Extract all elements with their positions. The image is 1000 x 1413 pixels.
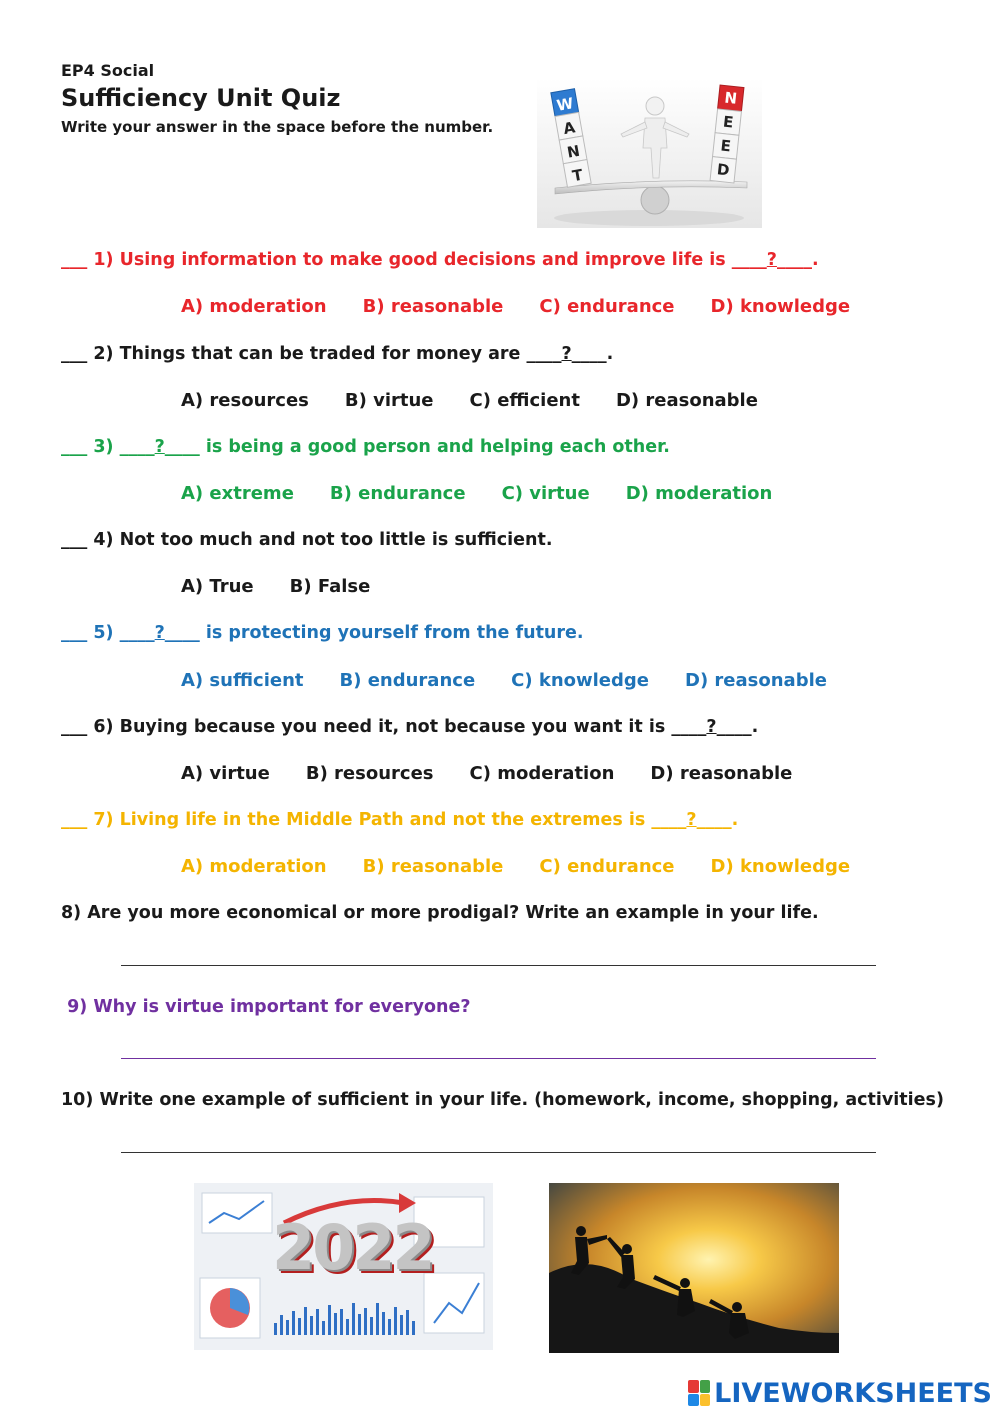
question-5: ___ 5) ____?____ is protecting yourself from the future. [61, 623, 584, 643]
year-2022-image [194, 1183, 493, 1350]
option-a: A) virtue [181, 763, 270, 784]
blank-mark: ? [561, 344, 572, 364]
question-7: ___ 7) Living life in the Middle Path and not the extremes is ____?____. [61, 810, 739, 830]
want-letter: T [570, 165, 585, 186]
option-b: B) endurance [329, 483, 466, 504]
liveworksheets-logo [688, 1378, 992, 1408]
option-c: C) efficient [469, 390, 580, 411]
question-1-options [181, 296, 886, 317]
want-letter: N [565, 141, 582, 162]
option-d: D) moderation [625, 483, 773, 504]
option-a: A) sufficient [181, 670, 304, 691]
need-letter: N [723, 88, 738, 108]
climbers-sunset-image [549, 1183, 839, 1353]
subject-label: EP4 Social [61, 61, 155, 80]
blank-mark: ? [766, 250, 777, 270]
option-b: B) False [289, 576, 371, 597]
need-letter: D [716, 160, 731, 180]
option-a: A) resources [181, 390, 309, 411]
need-letter: E [722, 112, 735, 132]
option-a: A) moderation [181, 856, 327, 877]
question-5-options [181, 670, 863, 691]
question-6: ___ 6) Buying because you need it, not because you want it is ____?____. [61, 717, 759, 737]
option-b: B) endurance [339, 670, 476, 691]
option-a: A) extreme [181, 483, 294, 504]
year-2022-label: 2022 [272, 1211, 433, 1284]
logo-text: LIVEWORKSHEETS [714, 1377, 992, 1409]
answer-line-8[interactable] [121, 965, 876, 966]
logo-badge-icon [688, 1380, 710, 1406]
answer-line-10[interactable] [121, 1152, 876, 1153]
question-1: ___ 1) Using information to make good decisions and improve life is ____?____. [61, 250, 819, 270]
instructions: Write your answer in the space before the number. [61, 118, 494, 136]
question-8: 8) Are you more economical or more prodigal? Write an example in your life. [61, 903, 819, 923]
question-10: 10) Write one example of sufficient in your life. (homework, income, shopping, activities) [61, 1090, 944, 1110]
question-9: 9) Why is virtue important for everyone? [61, 997, 471, 1017]
option-c: C) endurance [539, 296, 675, 317]
want-letter: A [561, 118, 577, 139]
option-b: B) reasonable [362, 856, 504, 877]
option-c: C) endurance [539, 856, 675, 877]
want-letter: W [555, 94, 575, 115]
question-2: ___ 2) Things that can be traded for money are ____?____. [61, 344, 614, 364]
blank-mark: ? [154, 623, 165, 643]
want-need-balance-image [537, 78, 762, 228]
question-3-options [181, 483, 808, 504]
question-7-options [181, 856, 886, 877]
option-b: B) resources [305, 763, 434, 784]
option-d: D) reasonable [615, 390, 758, 411]
option-c: C) knowledge [511, 670, 649, 691]
option-d: D) reasonable [650, 763, 793, 784]
option-b: B) reasonable [362, 296, 504, 317]
option-c: C) virtue [501, 483, 590, 504]
blank-mark: ? [154, 437, 165, 457]
question-2-options [181, 390, 794, 411]
option-d: D) reasonable [685, 670, 827, 691]
question-6-options [181, 763, 828, 784]
question-4-options [181, 576, 406, 597]
page-title: Sufficiency Unit Quiz [61, 84, 341, 112]
option-a: A) True [181, 576, 254, 597]
option-b: B) virtue [344, 390, 434, 411]
question-3: ___ 3) ____?____ is being a good person and helping each other. [61, 437, 670, 457]
need-letter: E [719, 136, 732, 156]
option-d: D) knowledge [710, 856, 851, 877]
answer-line-9[interactable] [121, 1058, 876, 1059]
question-4: ___ 4) Not too much and not too little is sufficient. [61, 530, 553, 550]
blank-mark: ? [706, 717, 717, 737]
option-a: A) moderation [181, 296, 327, 317]
blank-mark: ? [686, 810, 697, 830]
option-d: D) knowledge [710, 296, 851, 317]
option-c: C) moderation [469, 763, 615, 784]
